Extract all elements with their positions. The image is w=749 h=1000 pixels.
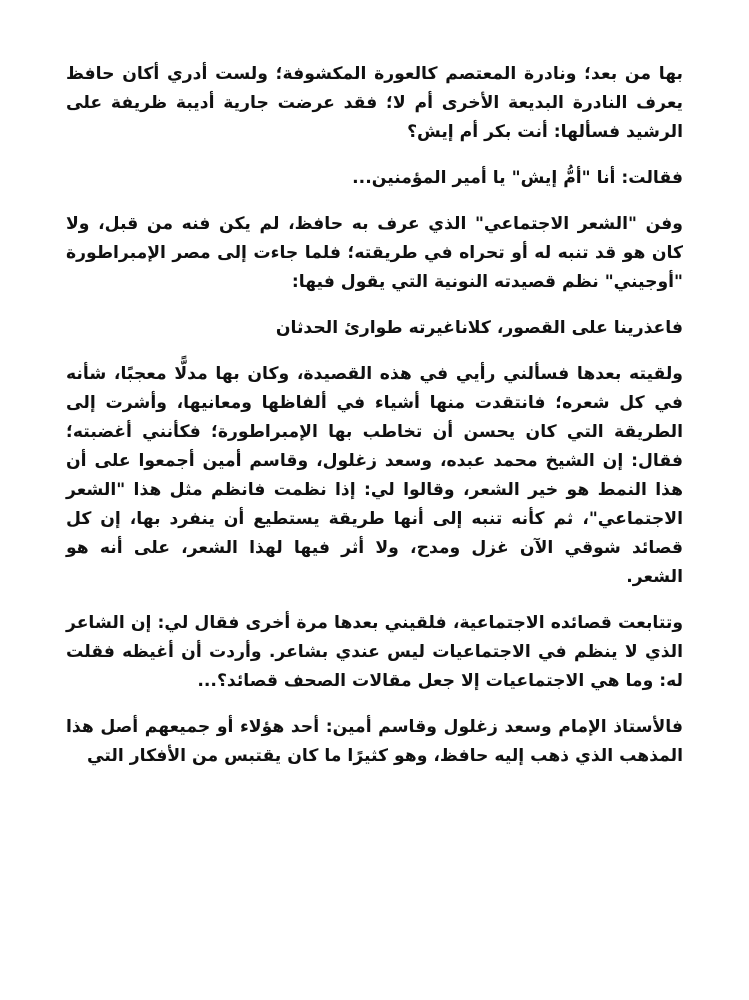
- paragraph-1: بها من بعد؛ ونادرة المعتصم كالعورة المكشوفة؛ ولست أدري أكان حافظ يعرف النادرة البديعة الأخرى أم لا؛ فقد عرضت جارية أديبة ظريفة على الرشيد فسألها: أنت بكر أم إيش؟: [66, 64, 683, 142]
- paragraph-7: فالأستاذ الإمام وسعد زغلول وقاسم أمين: أحد هؤلاء أو جميعهم أصل هذا المذهب الذي ذهب إليه حافظ، وهو كثيرًا ما كان يقتبس من الأفكار التي: [66, 717, 683, 766]
- poem-verse: فاعذرينا على القصور، كلاناغيرته طوارئ الحدثان: [275, 318, 683, 338]
- paragraph-2: فقالت: أنا "أمُّ إيش" يا أمير المؤمنين...: [352, 168, 683, 188]
- paragraph-5: ولقيته بعدها فسألني رأيي في هذه القصيدة، وكان بها مدلًّا معجبًا، شأنه في كل شعره؛ فانتقدت منها أشياء في ألفاظها ومعانيها، وأشرت إلى الطريقة التي كان يحسن أن تخاطب بها الإمبراطورة؛ فكأنني أغضبته؛ فقال: إن الشيخ محمد عبده، وسعد زغلول، وقاسم أمين أجمعوا على أن هذا النمط هو خير الشعر، وقالوا لي: إذا نظمت فانظم مثل هذا "الشعر الاجتماعي"، ثم كأنه تنبه إلى أنها طريقة يستطيع أن ينفرد بها، إن كل قصائد شوقي الآن غزل ومدح، ولا أثر فيها لهذا الشعر، على أنه هو الشعر.: [66, 364, 683, 587]
- paragraph-6: وتتابعت قصائده الاجتماعية، فلقيني بعدها مرة أخرى فقال لي: إن الشاعر الذي لا ينظم في الاجتماعيات ليس عندي بشاعر. وأردت أن أغيظه فقلت له: وما هي الاجتماعيات إلا جعل مقالات الصحف قصائد؟...: [66, 613, 683, 691]
- paragraph-3: وفن "الشعر الاجتماعي" الذي عرف به حافظ، لم يكن فنه من قبل، ولا كان هو قد تنبه له أو تحراه في طريقته؛ فلما جاءت إلى مصر الإمبراطورة "أوجيني" نظم قصيدته النونية التي يقول فيها:: [66, 214, 683, 292]
- document-body: [66, 60, 683, 788]
